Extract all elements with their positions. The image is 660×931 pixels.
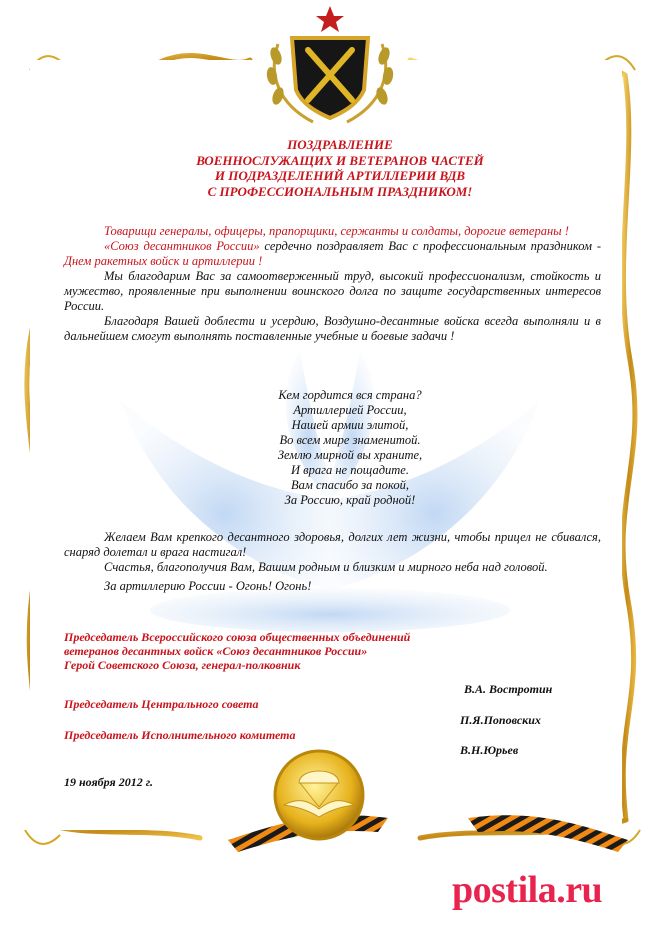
document-date: 19 ноября 2012 г. [64,775,153,789]
watermark-brand: postila.ru [452,869,603,911]
poem-line: Кем гордится вся страна? [278,388,422,402]
signature-title: Председатель Центрального совета [64,697,259,711]
signature-title: ветеранов десантных войск «Союз десантников России» [64,644,368,658]
org-name: «Союз десантников России» [104,239,260,253]
poem-line: Во всем мире знаменитой. [279,433,421,447]
poem-line: Вам спасибо за покой, [290,478,410,492]
poem-line: Нашей армии элитой, [291,418,409,432]
letter-wishes [64,530,601,594]
paragraph-happiness: Счастья, благополучия Вам, Вашим родным и близким и мирного неба над головой. [104,560,548,574]
paratrooper-emblem-icon [264,745,374,845]
signature-title: Председатель Исполнительного комитета [64,728,296,742]
signature-name: П.Я.Поповских [460,713,541,727]
signature-block-1 [64,630,410,672]
holiday-name: Днем ракетных войск и артиллерии ! [64,254,263,268]
poem-line: Землю мирной вы храните, [277,448,423,462]
paragraph-wishes: Желаем Вам крепкого десантного здоровья, долгих лет жизни, чтобы прицел не сбивался, снаряд долетал и врага настигал! [64,530,601,559]
greeting: Товарищи генералы, офицеры, прапорщики, сержанты и солдаты, дорогие ветераны ! [104,224,569,238]
letter-body [64,224,601,344]
artillery-emblem-icon [258,4,402,128]
title-line: ВОЕННОСЛУЖАЩИХ И ВЕТЕРАНОВ ЧАСТЕЙ [196,152,484,168]
paragraph-thanks: Мы благодарим Вас за самоотверженный труд, высокий профессионализм, стойкость и мужество, проявленные при выполнении воинского долга по защите государственных интересов России. [64,269,601,313]
poem-line: За Россию, край родной! [284,493,416,507]
paragraph-fire: За артиллерию России - Огонь! Огонь! [104,579,312,593]
title-line: И ПОДРАЗДЕЛЕНИЙ АРТИЛЛЕРИИ ВДВ [214,168,466,183]
poem-line: И врага не пощадите. [291,463,409,477]
paragraph-valor: Благодаря Вашей доблести и усердию, Воздушно-десантные войска всегда выполняли и в дальнейшем смогут выполнять поставленные учебные и боевые задачи ! [64,314,601,343]
congrats-text: сердечно поздравляет Вас с профессиональным праздником - [259,239,601,253]
signature-title: Герой Советского Союза, генерал-полковник [64,658,301,672]
title-line: ПОЗДРАВЛЕНИЕ [287,137,393,152]
signature-title: Председатель Всероссийского союза общественных объединений [64,630,411,644]
poem [250,388,450,508]
paragraph-congrats [64,239,601,269]
page-title [120,137,560,199]
poem-line: Артиллерией России, [293,403,407,417]
signature-name: В.А. Востротин [464,682,553,696]
signature-name: В.Н.Юрьев [460,743,519,757]
title-line: С ПРОФЕССИОНАЛЬНЫМ ПРАЗДНИКОМ! [207,183,473,199]
